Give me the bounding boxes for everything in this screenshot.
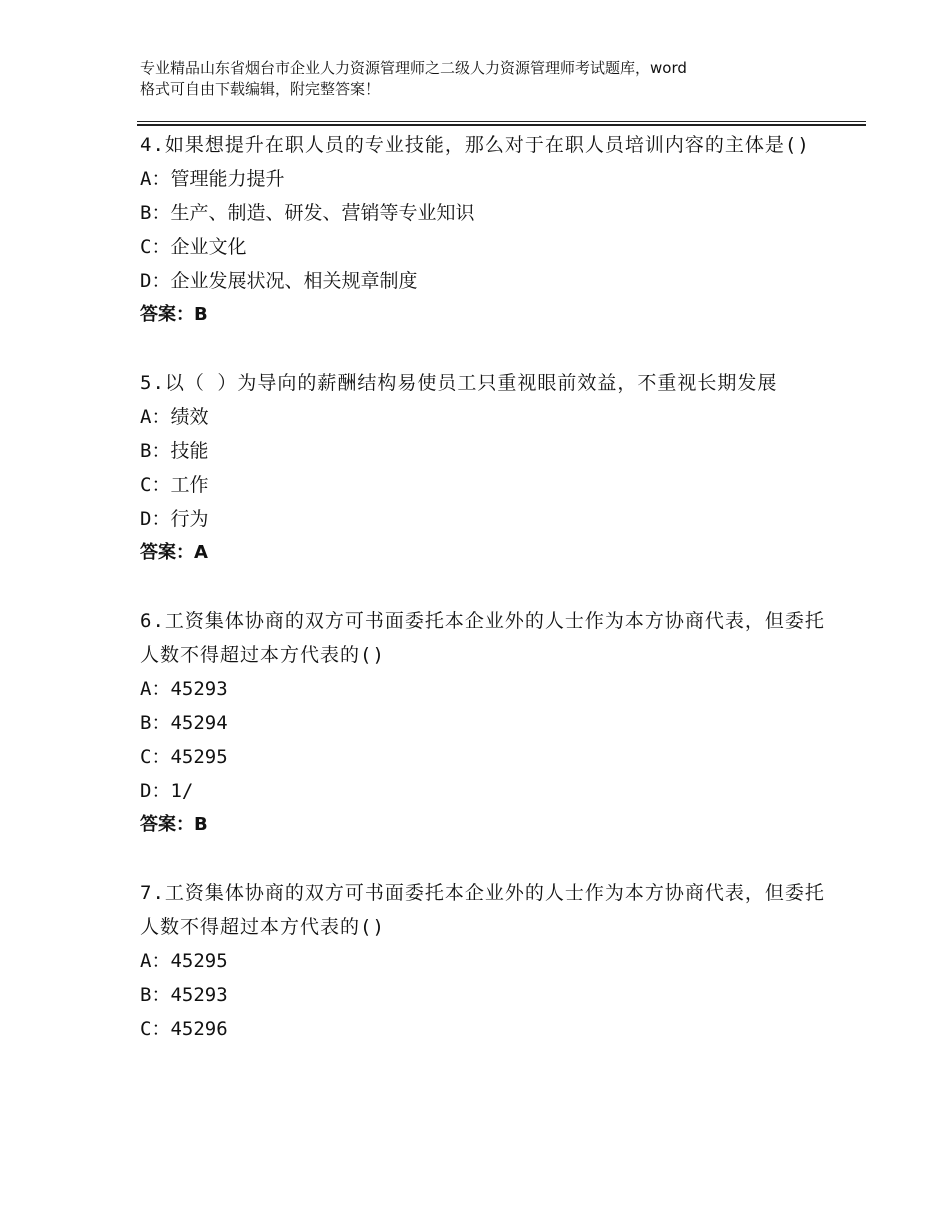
header-line-1: 专业精品山东省烟台市企业人力资源管理师之二级人力资源管理师考试题库，word [140, 59, 687, 77]
option-b: B：生产、制造、研发、营销等专业知识 [140, 202, 475, 224]
option-b: B：45293 [140, 984, 228, 1006]
option-c: C：45296 [140, 1018, 228, 1040]
option-a: A：管理能力提升 [140, 168, 285, 190]
option-a: A：45293 [140, 678, 228, 700]
option-d: D：行为 [140, 508, 209, 530]
question-stem: 5.以（ ）为导向的薪酬结构易使员工只重视眼前效益，不重视长期发展 [140, 372, 778, 394]
question-6 [140, 604, 830, 842]
option-c: C：45295 [140, 746, 228, 768]
option-c: C：工作 [140, 474, 209, 496]
option-a: A：45295 [140, 950, 228, 972]
option-b: B：45294 [140, 712, 228, 734]
question-5 [140, 366, 830, 570]
answer: 答案：B [140, 814, 208, 835]
question-list [140, 128, 830, 1080]
question-stem: 7.工资集体协商的双方可书面委托本企业外的人士作为本方协商代表，但委托人数不得超过本方代表的() [140, 882, 825, 938]
question-7 [140, 876, 830, 1046]
page-header [140, 58, 840, 100]
header-line-2: 格式可自由下载编辑，附完整答案！ [140, 80, 381, 98]
option-c: C：企业文化 [140, 236, 247, 258]
question-stem: 4.如果想提升在职人员的专业技能，那么对于在职人员培训内容的主体是() [140, 134, 810, 156]
option-a: A：绩效 [140, 406, 209, 428]
answer: 答案：A [140, 542, 208, 563]
option-d: D：企业发展状况、相关规章制度 [140, 270, 418, 292]
answer: 答案：B [140, 304, 208, 325]
question-4 [140, 128, 830, 332]
option-d: D：1/ [140, 780, 194, 802]
header-divider [137, 121, 866, 126]
option-b: B：技能 [140, 440, 209, 462]
question-stem: 6.工资集体协商的双方可书面委托本企业外的人士作为本方协商代表，但委托人数不得超过本方代表的() [140, 610, 825, 666]
